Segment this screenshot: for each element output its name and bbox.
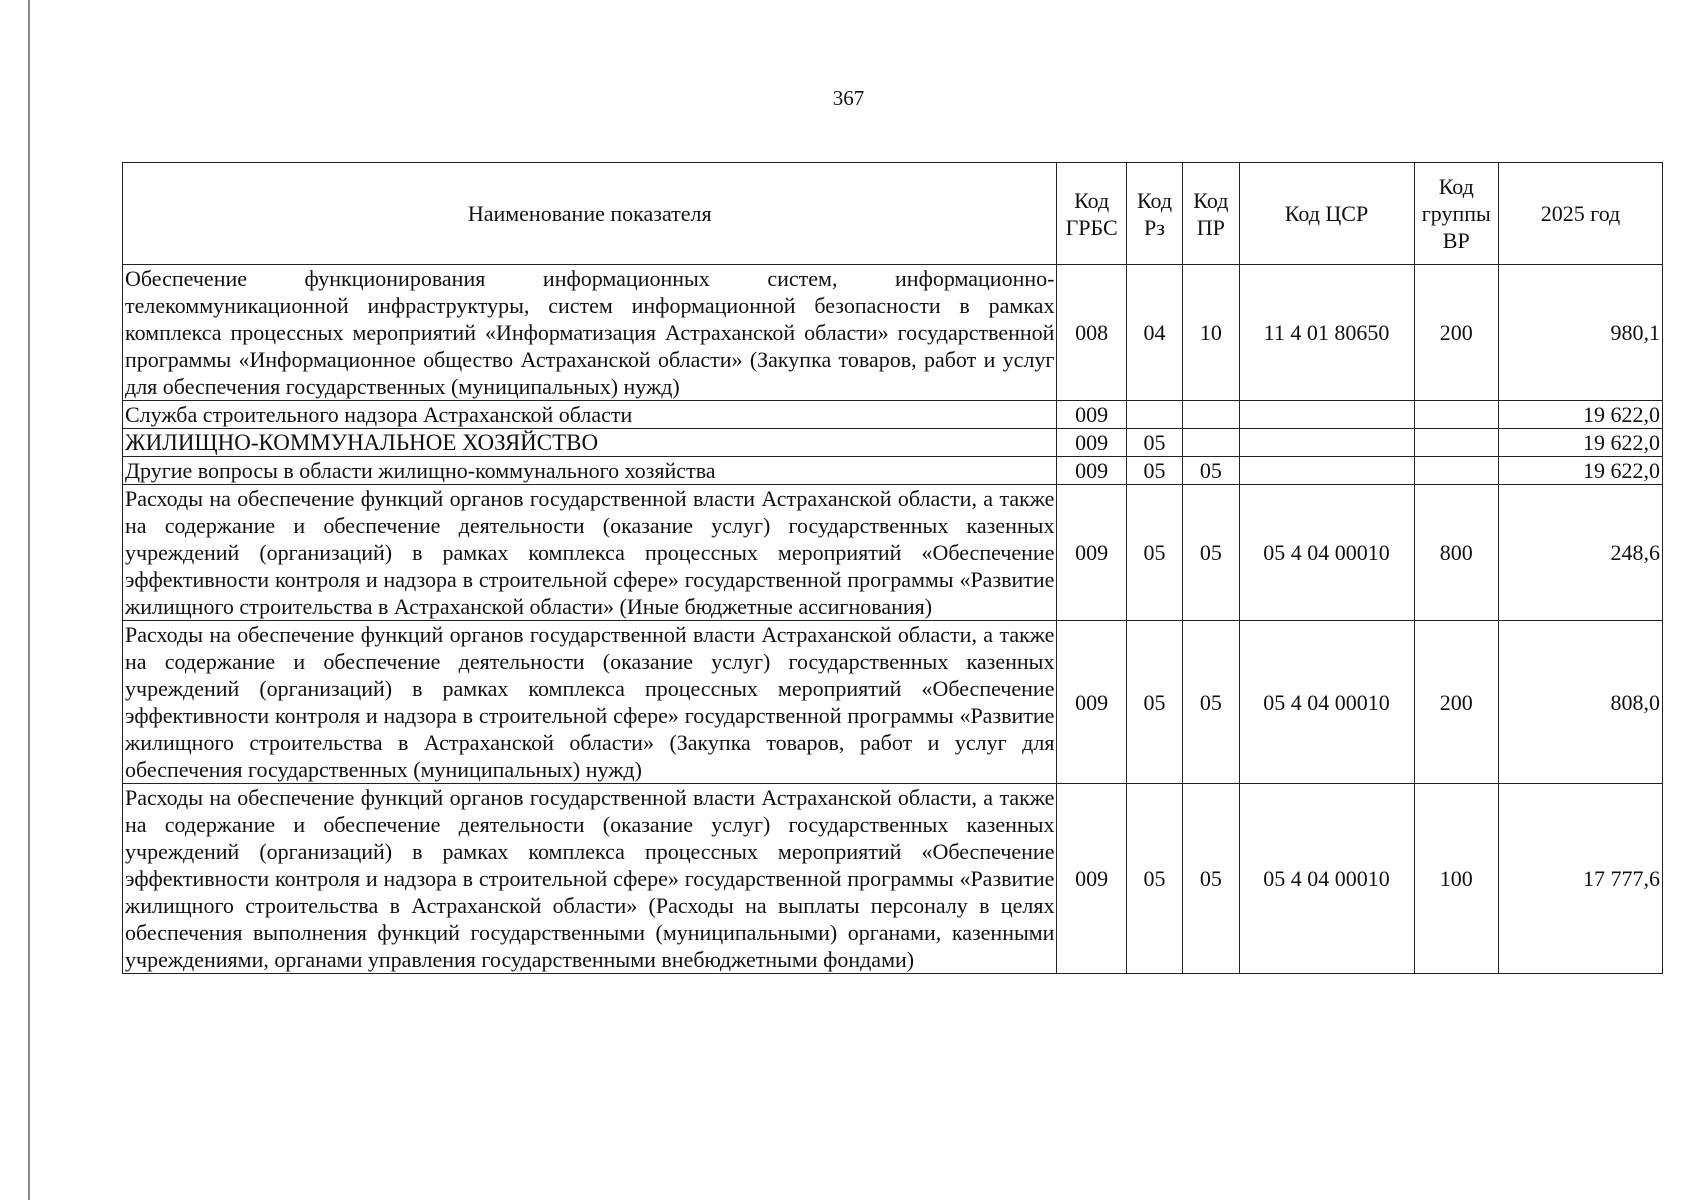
budget-table xyxy=(122,162,1663,974)
row-vr: 800 xyxy=(1414,485,1498,621)
row-pr: 05 xyxy=(1183,457,1239,485)
table-row xyxy=(123,429,1663,457)
row-pr: 05 xyxy=(1183,621,1239,784)
row-vr: 200 xyxy=(1414,265,1498,401)
row-grbs: 009 xyxy=(1057,401,1126,429)
header-grbs: Код ГРБС xyxy=(1057,163,1126,265)
row-amount: 19 622,0 xyxy=(1499,457,1663,485)
row-csr: 11 4 01 80650 xyxy=(1239,265,1414,401)
row-grbs: 009 xyxy=(1057,784,1126,974)
row-vr xyxy=(1414,429,1498,457)
row-vr xyxy=(1414,401,1498,429)
row-amount: 808,0 xyxy=(1499,621,1663,784)
row-amount: 17 777,6 xyxy=(1499,784,1663,974)
row-name: Другие вопросы в области жилищно-коммунального хозяйства xyxy=(123,457,1057,485)
table-row xyxy=(123,784,1663,974)
row-name: ЖИЛИЩНО-КОММУНАЛЬНОЕ ХОЗЯЙСТВО xyxy=(123,429,1057,457)
row-name: Служба строительного надзора Астраханской области xyxy=(123,401,1057,429)
scan-margin-line xyxy=(28,0,30,1200)
row-amount: 980,1 xyxy=(1499,265,1663,401)
row-vr: 100 xyxy=(1414,784,1498,974)
row-vr: 200 xyxy=(1414,621,1498,784)
row-csr: 05 4 04 00010 xyxy=(1239,621,1414,784)
row-grbs: 009 xyxy=(1057,621,1126,784)
row-amount: 248,6 xyxy=(1499,485,1663,621)
row-csr: 05 4 04 00010 xyxy=(1239,784,1414,974)
table-row xyxy=(123,401,1663,429)
row-rz: 04 xyxy=(1126,265,1182,401)
table-row xyxy=(123,265,1663,401)
header-csr: Код ЦСР xyxy=(1239,163,1414,265)
table-header-row xyxy=(123,163,1663,265)
table-row xyxy=(123,485,1663,621)
row-csr xyxy=(1239,429,1414,457)
table-row xyxy=(123,457,1663,485)
header-name: Наименование показателя xyxy=(123,163,1057,265)
row-rz xyxy=(1126,401,1182,429)
row-name: Расходы на обеспечение функций органов государственной власти Астраханской области, а также на содержание и обеспечение деятельности (оказание услуг) государственных казенных учреждений (организаций) в рамках комплекса процессных мероприятий «Обеспечение эффективности контроля и надзора в строительной сфере» государственной программы «Развитие жилищного строительства в Астраханской области» (Расходы на выплаты персоналу в целях обеспечения выполнения функций государственными (муниципальными) органами, казенными учреждениями, органами управления государственными внебюджетными фондами) xyxy=(123,784,1057,974)
header-vr: Код группы ВР xyxy=(1414,163,1498,265)
row-rz: 05 xyxy=(1126,485,1182,621)
row-rz: 05 xyxy=(1126,429,1182,457)
row-vr xyxy=(1414,457,1498,485)
row-rz: 05 xyxy=(1126,621,1182,784)
row-grbs: 009 xyxy=(1057,429,1126,457)
row-grbs: 009 xyxy=(1057,457,1126,485)
row-amount: 19 622,0 xyxy=(1499,401,1663,429)
table-row xyxy=(123,621,1663,784)
row-pr: 05 xyxy=(1183,784,1239,974)
row-pr xyxy=(1183,429,1239,457)
row-amount: 19 622,0 xyxy=(1499,429,1663,457)
row-pr xyxy=(1183,401,1239,429)
row-name: Расходы на обеспечение функций органов государственной власти Астраханской области, а также на содержание и обеспечение деятельности (оказание услуг) государственных казенных учреждений (организаций) в рамках комплекса процессных мероприятий «Обеспечение эффективности контроля и надзора в строительной сфере» государственной программы «Развитие жилищного строительства в Астраханской области» (Закупка товаров, работ и услуг для обеспечения государственных (муниципальных) нужд) xyxy=(123,621,1057,784)
row-grbs: 008 xyxy=(1057,265,1126,401)
row-grbs: 009 xyxy=(1057,485,1126,621)
row-csr xyxy=(1239,457,1414,485)
row-rz: 05 xyxy=(1126,457,1182,485)
row-pr: 05 xyxy=(1183,485,1239,621)
row-csr xyxy=(1239,401,1414,429)
page-number: 367 xyxy=(832,86,865,110)
row-name: Обеспечение функционирования информационных систем, информационно-телекоммуникационной инфраструктуры, систем информационной безопасности в рамках комплекса процессных мероприятий «Информатизация Астраханской области» государственной программы «Информационное общество Астраханской области» (Закупка товаров, работ и услуг для обеспечения государственных (муниципальных) нужд) xyxy=(123,265,1057,401)
header-year: 2025 год xyxy=(1499,163,1663,265)
row-csr: 05 4 04 00010 xyxy=(1239,485,1414,621)
header-pr: Код ПР xyxy=(1183,163,1239,265)
row-pr: 10 xyxy=(1183,265,1239,401)
row-name: Расходы на обеспечение функций органов государственной власти Астраханской области, а также на содержание и обеспечение деятельности (оказание услуг) государственных казенных учреждений (организаций) в рамках комплекса процессных мероприятий «Обеспечение эффективности контроля и надзора в строительной сфере» государственной программы «Развитие жилищного строительства в Астраханской области» (Иные бюджетные ассигнования) xyxy=(123,485,1057,621)
header-rz: Код Рз xyxy=(1126,163,1182,265)
row-rz: 05 xyxy=(1126,784,1182,974)
